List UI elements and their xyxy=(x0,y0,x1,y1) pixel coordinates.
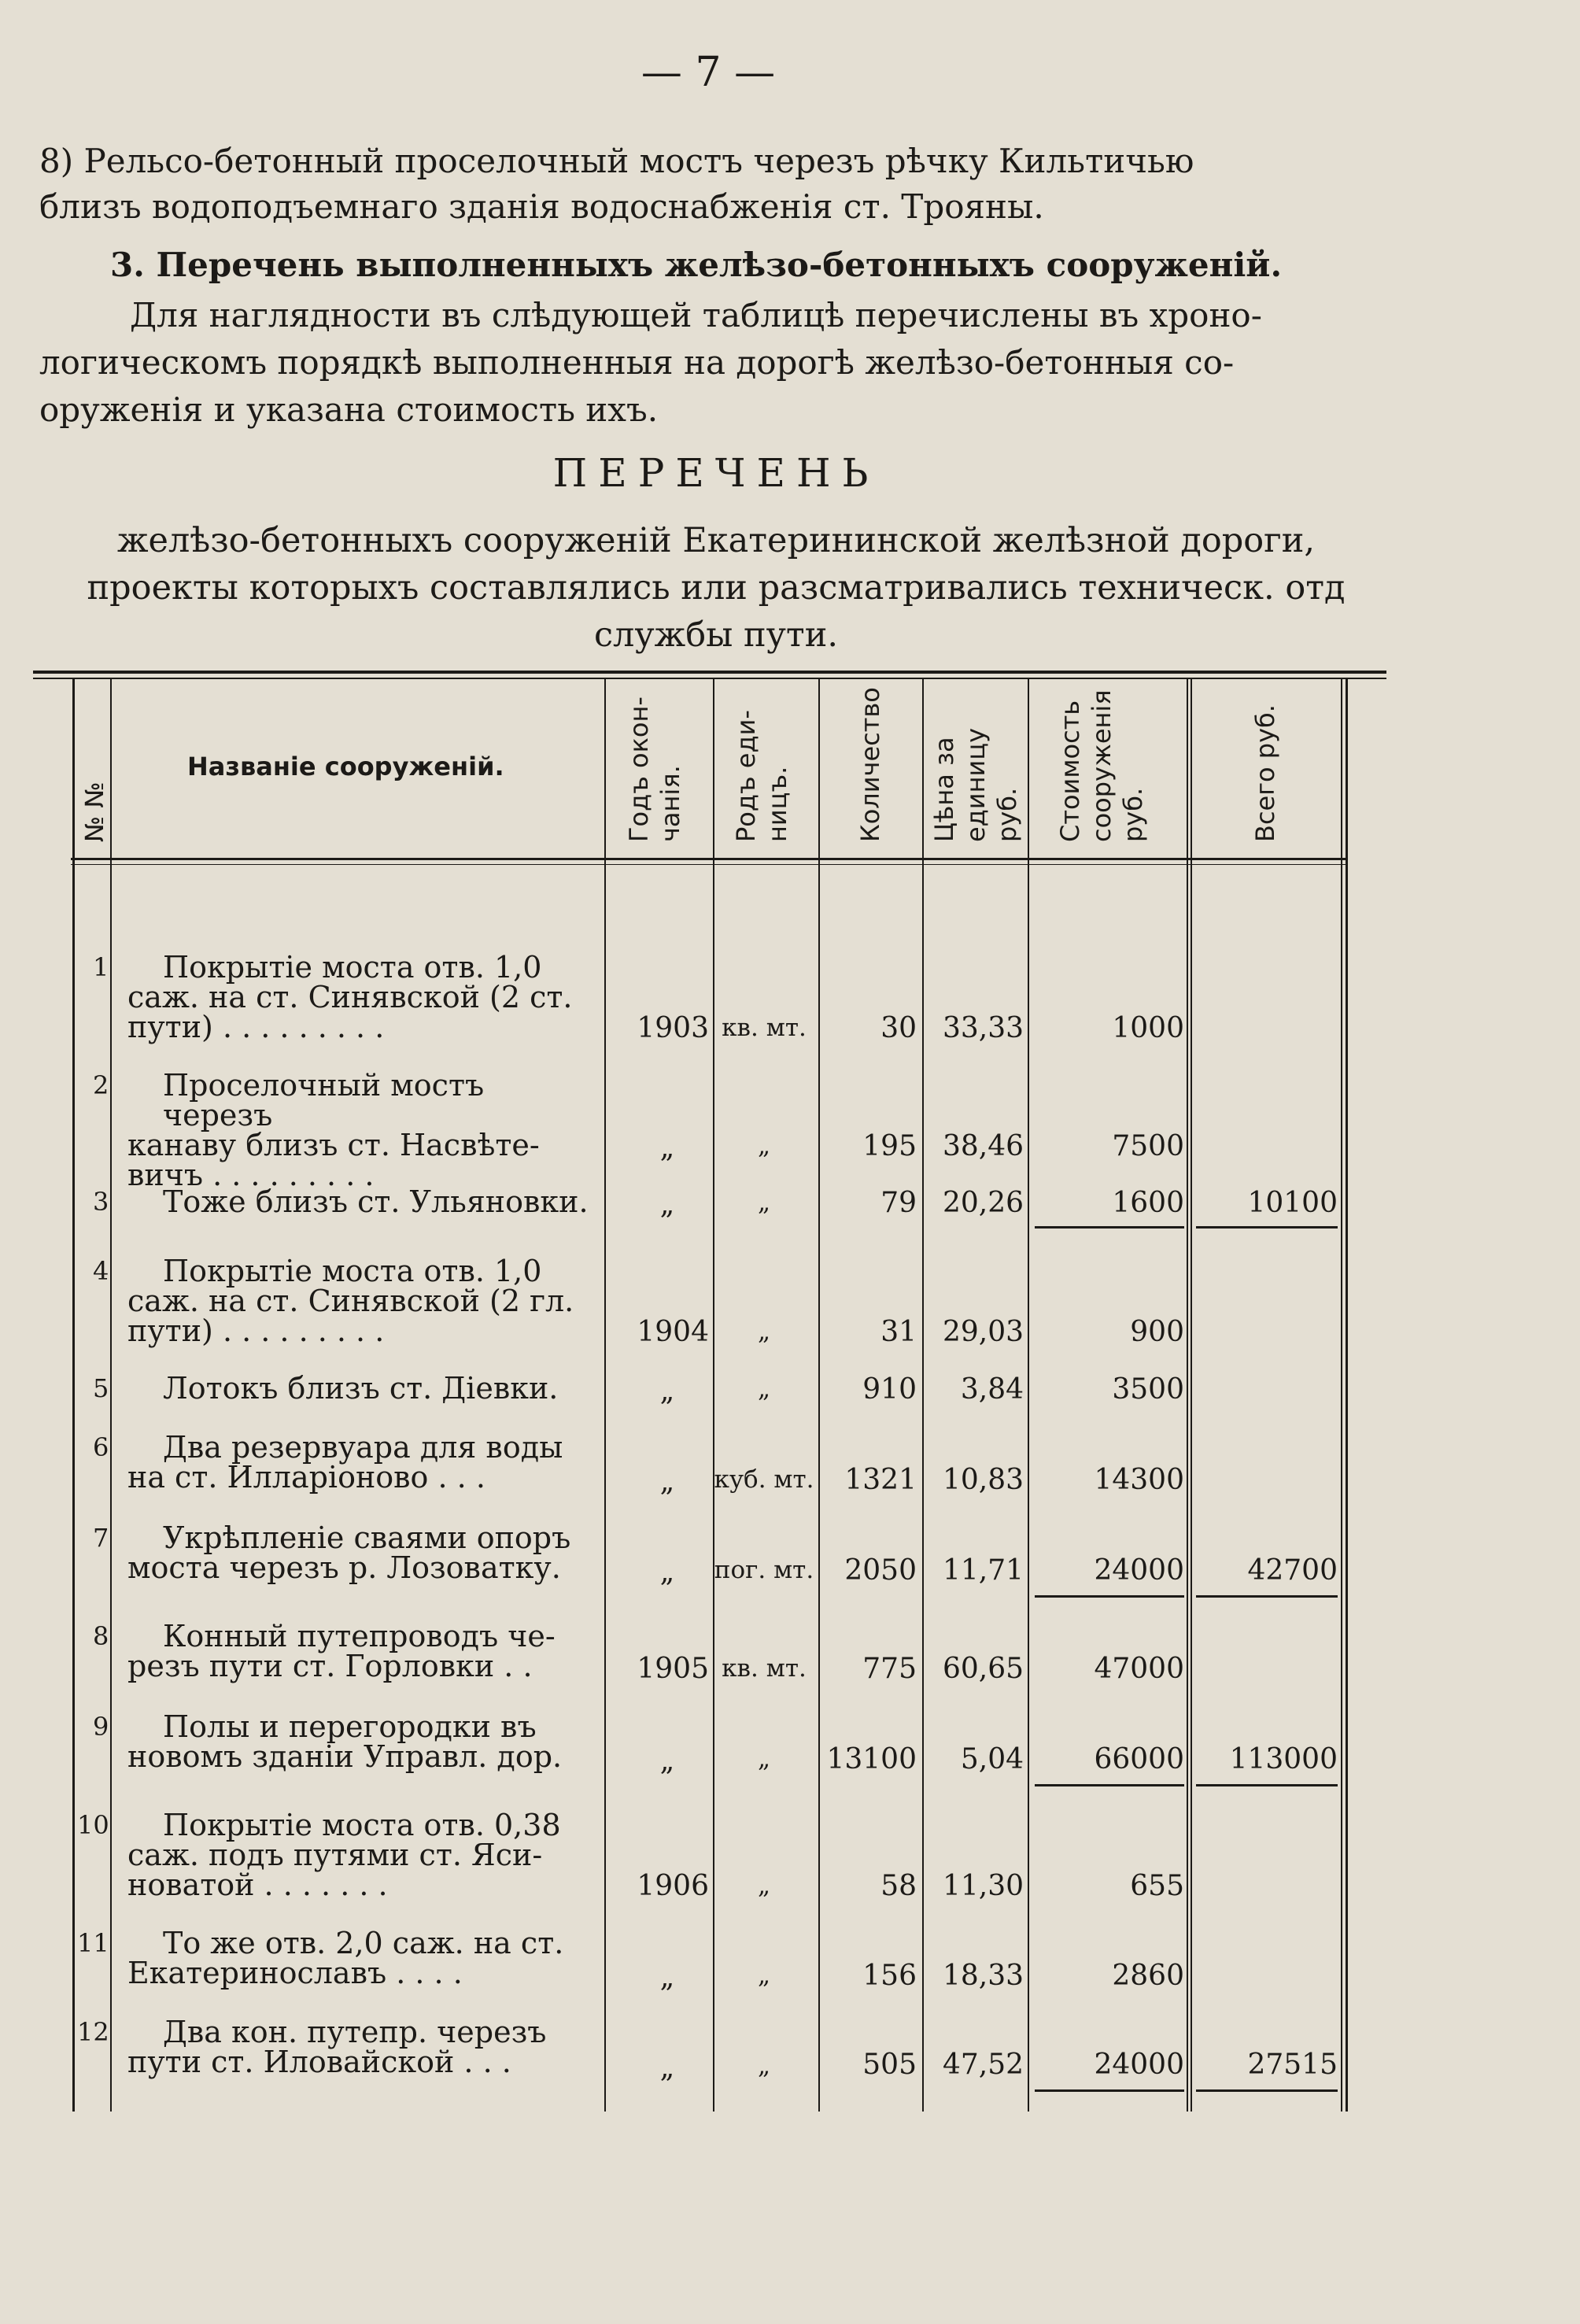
row-year: „ xyxy=(659,1745,675,1777)
row-price: 47,52 xyxy=(942,2049,1024,2081)
sum-rule xyxy=(1035,2089,1184,2092)
row-unit: „ xyxy=(757,1188,771,1217)
row-number: 3 xyxy=(93,1187,109,1217)
sum-rule xyxy=(1035,1784,1184,1786)
list-subtitle: желѣзо-бетонныхъ сооруженій Екатерининской желѣзной дороги, xyxy=(116,521,1316,560)
row-name-line: Тоже близъ ст. Ульяновки. xyxy=(163,1184,589,1219)
header-price: Цѣна за единицу руб. xyxy=(929,727,1022,842)
row-qty: 2050 xyxy=(844,1554,917,1587)
row-name-line: Проселочный мостъ черезъ xyxy=(163,1068,485,1132)
row-unit: „ xyxy=(757,1317,771,1346)
row-name-line: Покрытіе моста отв. 1,0 xyxy=(163,1254,542,1288)
row-total: 113000 xyxy=(1229,1743,1338,1775)
row-price: 11,71 xyxy=(942,1554,1024,1587)
row-price: 33,33 xyxy=(942,1012,1024,1044)
header-total: Всего руб. xyxy=(1250,704,1280,842)
row-name xyxy=(127,1621,596,1681)
column-rule xyxy=(922,679,924,2112)
row-name-line: моста черезъ р. Лозоватку. xyxy=(127,1550,561,1585)
row-name-line: вичъ . . . . . . . . . xyxy=(127,1158,375,1192)
row-qty: 156 xyxy=(862,1960,917,1992)
row-price: 5,04 xyxy=(960,1743,1024,1775)
row-qty: 505 xyxy=(862,2049,917,2081)
row-unit: „ xyxy=(757,1961,771,1990)
row-name-line: пути ст. Иловайской . . . xyxy=(127,2045,511,2079)
row-number: 4 xyxy=(93,1256,109,1286)
row-name-line: Покрытіе моста отв. 1,0 xyxy=(163,950,542,985)
column-rule xyxy=(604,679,606,2112)
row-year: „ xyxy=(659,1375,675,1407)
header-year: Годъ окон- чанія. xyxy=(624,696,685,842)
column-rule xyxy=(1191,679,1192,2112)
row-unit: кв. мт. xyxy=(722,1014,807,1042)
row-qty: 58 xyxy=(880,1870,917,1902)
row-price: 29,03 xyxy=(942,1316,1024,1348)
row-name-line: Укрѣпленіе сваями опоръ xyxy=(163,1520,571,1555)
row-year: „ xyxy=(659,1556,675,1588)
row-cost: 66000 xyxy=(1094,1743,1184,1775)
row-unit: кв. мт. xyxy=(722,1654,807,1683)
row-name-line: Два резервуара для воды xyxy=(163,1430,563,1465)
row-name xyxy=(127,1070,596,1190)
row-year: „ xyxy=(659,1465,675,1498)
row-name-line: Лотокъ близъ ст. Діевки. xyxy=(163,1371,559,1406)
column-rule xyxy=(72,679,75,2112)
row-qty: 775 xyxy=(862,1653,917,1685)
page-number: — 7 — xyxy=(640,49,776,96)
row-price: 3,84 xyxy=(960,1373,1024,1406)
row-name-line: на ст. Илларіоново . . . xyxy=(127,1460,485,1495)
column-rule xyxy=(1346,679,1348,2112)
intro-line: оруженія и указана стоимость ихъ. xyxy=(39,390,659,429)
row-number: 6 xyxy=(93,1432,109,1462)
row-unit: „ xyxy=(757,2052,771,2080)
row-total: 42700 xyxy=(1247,1554,1338,1587)
row-year: „ xyxy=(659,2052,675,2084)
sum-rule xyxy=(1196,2089,1338,2092)
row-name-line: саж. на ст. Синявской (2 гл. xyxy=(127,1284,574,1318)
row-number: 11 xyxy=(77,1928,109,1958)
row-name-line: Полы и перегородки въ xyxy=(163,1709,537,1744)
row-name-line: То же отв. 2,0 саж. на ст. xyxy=(163,1926,564,1960)
table-top-rule xyxy=(33,671,1386,674)
row-unit: „ xyxy=(757,1871,771,1900)
list-title: ПЕРЕЧЕНЬ xyxy=(552,450,880,496)
row-name xyxy=(127,1256,596,1346)
intro-line: логическомъ порядкѣ выполненныя на дорогѣ желѣзо-бетонныя со- xyxy=(39,343,1235,382)
row-unit: пог. мт. xyxy=(714,1556,814,1584)
row-price: 11,30 xyxy=(942,1870,1024,1902)
row-name-line: новатой . . . . . . . xyxy=(127,1868,388,1902)
sum-rule xyxy=(1196,1784,1338,1786)
row-cost: 7500 xyxy=(1112,1130,1184,1162)
column-rule xyxy=(1187,679,1188,2112)
row-year: „ xyxy=(659,1132,675,1164)
sum-rule xyxy=(1196,1595,1338,1598)
row-cost: 24000 xyxy=(1094,1554,1184,1587)
row-price: 20,26 xyxy=(942,1187,1024,1219)
row-name xyxy=(127,1430,596,1495)
row-cost: 47000 xyxy=(1094,1653,1184,1685)
row-number: 9 xyxy=(93,1712,109,1742)
row-year: 1904 xyxy=(637,1316,709,1348)
row-name-line: канаву близъ ст. Насвѣте- xyxy=(127,1128,540,1162)
row-unit: „ xyxy=(757,1375,771,1403)
row-unit: куб. мт. xyxy=(714,1465,814,1494)
row-price: 18,33 xyxy=(942,1960,1024,1992)
table-top-rule xyxy=(33,678,1386,679)
list-subtitle: службы пути. xyxy=(593,615,839,655)
row-year: „ xyxy=(659,1961,675,1993)
row-name xyxy=(127,1928,596,1988)
header-rule xyxy=(71,864,1346,865)
row-unit: „ xyxy=(757,1745,771,1773)
row-name-line: пути) . . . . . . . . . xyxy=(127,1313,385,1348)
row-qty: 31 xyxy=(880,1316,917,1348)
row-cost: 14300 xyxy=(1094,1464,1184,1496)
row-number: 10 xyxy=(77,1810,109,1840)
header-cost: Стоимость сооруженія руб. xyxy=(1055,689,1148,842)
row-qty: 13100 xyxy=(826,1743,917,1775)
row-name xyxy=(127,1709,596,1774)
row-cost: 1600 xyxy=(1112,1187,1184,1219)
row-cost: 3500 xyxy=(1112,1373,1184,1406)
list-subtitle: проекты которыхъ составлялись или разсматривались техническ. отд xyxy=(87,568,1346,608)
row-number: 7 xyxy=(93,1523,109,1553)
row-year: 1905 xyxy=(637,1653,709,1685)
row-cost: 24000 xyxy=(1094,2049,1184,2081)
column-rule xyxy=(818,679,820,2112)
row-name xyxy=(127,1371,596,1406)
row-name-line: Екатеринославъ . . . . xyxy=(127,1956,463,1990)
row-name-line: саж. на ст. Синявской (2 ст. xyxy=(127,980,573,1014)
column-rule xyxy=(110,679,112,2112)
row-name-line: Конный путепроводъ че- xyxy=(163,1619,556,1653)
row-year: 1906 xyxy=(637,1870,709,1902)
row-name-line: резъ пути ст. Горловки . . xyxy=(127,1649,533,1683)
row-price: 60,65 xyxy=(942,1653,1024,1685)
row-price: 38,46 xyxy=(942,1130,1024,1162)
header-num: № № xyxy=(79,781,109,842)
sum-rule xyxy=(1035,1595,1184,1598)
row-name xyxy=(127,1520,596,1585)
row-year: „ xyxy=(659,1188,675,1221)
row-number: 2 xyxy=(93,1070,109,1100)
row-name-line: саж. подъ путями ст. Яси- xyxy=(127,1838,543,1872)
row-qty: 30 xyxy=(880,1012,917,1044)
row-qty: 910 xyxy=(862,1373,917,1406)
header-unit: Родъ еди- ницъ. xyxy=(731,710,792,842)
row-cost: 655 xyxy=(1130,1870,1184,1902)
paragraph-line: 8) Рельсо-бетонный проселочный мостъ черезъ рѣчку Кильтичью xyxy=(39,142,1194,180)
row-number: 12 xyxy=(77,2017,109,2047)
row-name xyxy=(127,952,596,1042)
paragraph-line: близъ водоподъемнаго зданія водоснабженія ст. Трояны. xyxy=(39,187,1044,226)
row-cost: 1000 xyxy=(1112,1012,1184,1044)
row-total: 10100 xyxy=(1247,1187,1338,1219)
row-name-line: новомъ зданіи Управл. дор. xyxy=(127,1739,563,1774)
row-name xyxy=(127,1184,596,1219)
row-qty: 1321 xyxy=(844,1464,917,1496)
sum-rule xyxy=(1035,1226,1184,1229)
row-name-line: Два кон. путепр. черезъ xyxy=(163,2015,547,2049)
row-name-line: Покрытіе моста отв. 0,38 xyxy=(163,1808,561,1842)
header-qty: Количество xyxy=(855,687,885,842)
header-rule xyxy=(71,858,1346,860)
row-qty: 79 xyxy=(880,1187,917,1219)
section-heading: 3. Перечень выполненныхъ желѣзо-бетонныхъ сооруженій. xyxy=(110,246,1283,284)
row-cost: 2860 xyxy=(1112,1960,1184,1992)
row-number: 5 xyxy=(93,1373,109,1403)
row-number: 8 xyxy=(93,1621,109,1651)
row-name xyxy=(127,2017,596,2077)
intro-line: Для наглядности въ слѣдующей таблицѣ перечислены въ хроно- xyxy=(130,296,1262,334)
row-price: 10,83 xyxy=(942,1464,1024,1496)
row-name-line: пути) . . . . . . . . . xyxy=(127,1010,385,1044)
row-qty: 195 xyxy=(862,1130,917,1162)
row-year: 1903 xyxy=(637,1012,709,1044)
row-number: 1 xyxy=(93,952,109,982)
header-name: Названіе сооруженій. xyxy=(187,752,504,781)
row-unit: „ xyxy=(757,1132,771,1160)
row-name xyxy=(127,1810,596,1900)
column-rule xyxy=(1341,679,1342,2112)
column-rule xyxy=(1028,679,1029,2112)
sum-rule xyxy=(1196,1226,1338,1229)
row-total: 27515 xyxy=(1247,2049,1338,2081)
row-cost: 900 xyxy=(1130,1316,1184,1348)
